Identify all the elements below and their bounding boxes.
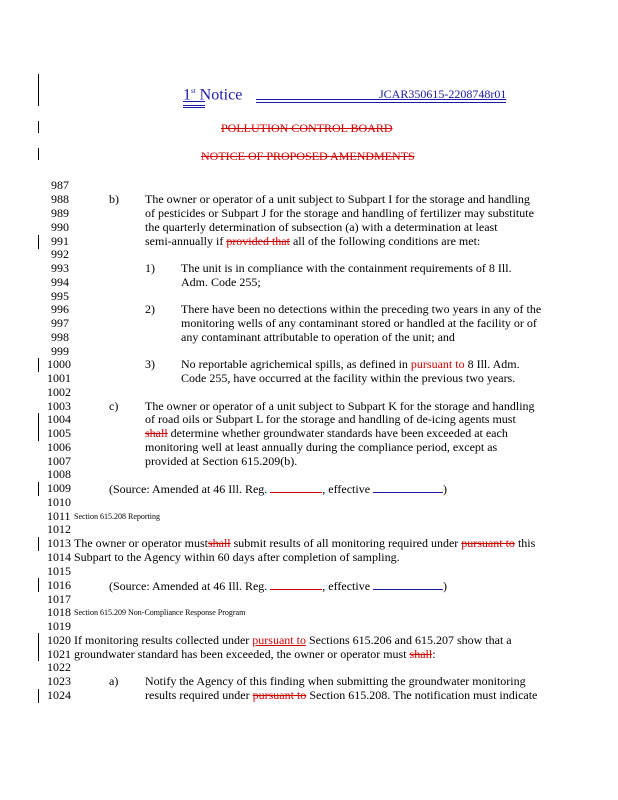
notice-double-underline xyxy=(183,101,205,106)
para-b-line: of pesticides or Subpart J for the storage and handling of fertilizer may substitute xyxy=(145,206,534,220)
line-number: 996 xyxy=(51,302,69,316)
para-b-line xyxy=(145,234,480,248)
text-run: this xyxy=(514,536,536,550)
item-line: Notify the Agency of this finding when submitting the groundwater monitoring xyxy=(145,674,526,688)
para-c-line xyxy=(145,426,508,440)
para-b-label: b) xyxy=(109,192,119,206)
line-number: 1007 xyxy=(47,454,71,468)
change-bar xyxy=(38,537,39,551)
deleted-text: pursuant to xyxy=(252,688,307,702)
item-line: monitoring wells of any contaminant stored or handled at the facility or of xyxy=(181,316,537,330)
text-run: groundwater standard has been exceeded, the owner or operator must xyxy=(74,647,410,661)
text-run: semi-annually if xyxy=(145,234,227,248)
line-number: 991 xyxy=(51,234,69,248)
text-run: (Source: Amended at 46 Ill. Reg. xyxy=(109,482,271,496)
text-run: ) xyxy=(443,482,448,496)
body-line xyxy=(74,647,436,661)
inserted-text: pursuant to xyxy=(252,633,306,647)
item-line: There have been no detections within the preceding two years in any of the xyxy=(181,302,542,316)
section-heading: Section 615.208 Reporting xyxy=(74,512,160,521)
line-number: 999 xyxy=(51,344,69,358)
body-line xyxy=(74,633,512,647)
text-run: (Source: Amended at 46 Ill. Reg. xyxy=(109,579,271,593)
text-run: Section 615.208. The notification must indicate xyxy=(306,688,538,702)
body-line: Subpart to the Agency within 60 days after completion of sampling. xyxy=(74,550,400,564)
line-number: 1004 xyxy=(47,412,71,426)
text-run: submit results of all monitoring required under xyxy=(230,536,462,550)
line-number: 1005 xyxy=(47,426,71,440)
deleted-text: shall xyxy=(409,647,433,661)
agency-board: POLLUTION CONTROL BOARD xyxy=(221,121,393,135)
line-number: 990 xyxy=(51,220,69,234)
line-number: 1017 xyxy=(47,592,71,606)
para-c-line: of road oils or Subpart L for the storage and handling of de-icing agents must xyxy=(145,412,516,426)
item-label: 2) xyxy=(145,302,155,316)
line-number: 992 xyxy=(51,247,69,261)
notice-title: NOTICE OF PROPOSED AMENDMENTS xyxy=(201,149,415,163)
line-number: 1009 xyxy=(47,481,71,495)
line-number: 1020 xyxy=(47,633,71,647)
change-bar xyxy=(38,358,39,372)
line-number: 1015 xyxy=(47,564,71,578)
section-heading: Section 615.209 Non-Compliance Response Program xyxy=(74,608,246,617)
deleted-text: pursuant to xyxy=(461,536,515,550)
line-number: 1002 xyxy=(47,385,71,399)
text-run: 8 Ill. Adm. xyxy=(464,357,520,371)
item-label: 3) xyxy=(145,357,155,371)
text-run: , effective xyxy=(322,579,374,593)
line-number: 1008 xyxy=(47,467,71,481)
line-number: 989 xyxy=(51,206,69,220)
notice-superscript: st xyxy=(191,87,196,95)
line-number: 1012 xyxy=(47,522,71,536)
line-number: 998 xyxy=(51,330,69,344)
change-bar xyxy=(38,689,39,703)
line-number: 987 xyxy=(51,178,69,192)
item-line: The unit is in compliance with the containment requirements of 8 Ill. xyxy=(181,261,512,275)
line-number: 1019 xyxy=(47,619,71,633)
notice-number: 1 xyxy=(183,86,191,104)
item-line xyxy=(181,357,520,371)
item-line: any contaminant attributable to operation of the unit; and xyxy=(181,330,455,344)
notice-word: Notice xyxy=(199,86,243,104)
para-b-line: The owner or operator of a unit subject to Subpart I for the storage and handling xyxy=(145,192,530,206)
line-number: 1014 xyxy=(47,550,71,564)
line-number: 1022 xyxy=(47,660,71,674)
item-label: a) xyxy=(109,674,119,688)
line-number: 1024 xyxy=(47,688,71,702)
text-run: , effective xyxy=(322,482,374,496)
text-run: Sections 615.206 and 615.207 show that a xyxy=(305,633,512,647)
text-run: results required under xyxy=(145,688,253,702)
change-bar xyxy=(38,121,39,133)
line-number: 1010 xyxy=(47,495,71,509)
change-bar xyxy=(38,633,39,661)
line-number: 1013 xyxy=(47,536,71,550)
change-bar xyxy=(38,413,39,441)
change-bar xyxy=(38,235,39,249)
line-number: 1021 xyxy=(47,647,71,661)
line-number: 988 xyxy=(51,192,69,206)
line-number: 1006 xyxy=(47,440,71,454)
item-line: Adm. Code 255; xyxy=(181,275,261,289)
blank-field xyxy=(270,578,322,590)
para-c-line: provided at Section 615.209(b). xyxy=(145,454,298,468)
line-number: 1011 xyxy=(47,509,71,523)
line-number: 995 xyxy=(51,289,69,303)
text-run: all of the following conditions are met: xyxy=(289,234,481,248)
line-number: 997 xyxy=(51,316,69,330)
deleted-text: shall xyxy=(145,426,168,440)
change-bar xyxy=(38,578,39,592)
para-c-line: monitoring well at least annually during the compliance period, except as xyxy=(145,440,498,454)
line-number: 1003 xyxy=(47,399,71,413)
item-label: 1) xyxy=(145,261,155,275)
text-run: ) xyxy=(443,579,448,593)
notice-double-underline xyxy=(183,107,205,108)
line-number: 1001 xyxy=(47,371,71,385)
line-number: 1018 xyxy=(47,605,71,619)
blank-field xyxy=(270,481,322,493)
line-number: 993 xyxy=(51,261,69,275)
line-number: 1023 xyxy=(47,674,71,688)
text-run: The owner or operator must xyxy=(74,536,208,550)
change-bar xyxy=(38,148,39,160)
blank-field xyxy=(373,481,443,493)
para-c-line: The owner or operator of a unit subject to Subpart K for the storage and handling xyxy=(145,399,535,413)
inserted-text: pursuant to xyxy=(410,357,465,371)
jcar-code: JCAR350615-2208748r01 xyxy=(379,87,507,101)
text-run: If monitoring results collected under xyxy=(74,633,253,647)
item-line xyxy=(145,688,537,702)
text-run: No reportable agrichemical spills, as defined in xyxy=(181,357,411,371)
change-bar xyxy=(38,74,39,106)
line-number: 1016 xyxy=(47,578,71,592)
para-b-line: the quarterly determination of subsection (a) with a determination at least xyxy=(145,220,498,234)
line-number: 994 xyxy=(51,275,69,289)
line-number: 1000 xyxy=(47,357,71,371)
text-run: determine whether groundwater standards have been exceeded at each xyxy=(167,426,508,440)
para-c-label: c) xyxy=(109,399,119,413)
change-bar xyxy=(38,482,39,496)
body-line xyxy=(74,536,535,550)
deleted-text: provided that xyxy=(226,234,290,248)
text-run: : xyxy=(432,647,436,661)
source-note xyxy=(109,578,447,593)
item-line: Code 255, have occurred at the facility within the previous two years. xyxy=(181,371,516,385)
blank-field xyxy=(373,578,443,590)
deleted-text: shall xyxy=(207,536,231,550)
source-note xyxy=(109,481,447,496)
